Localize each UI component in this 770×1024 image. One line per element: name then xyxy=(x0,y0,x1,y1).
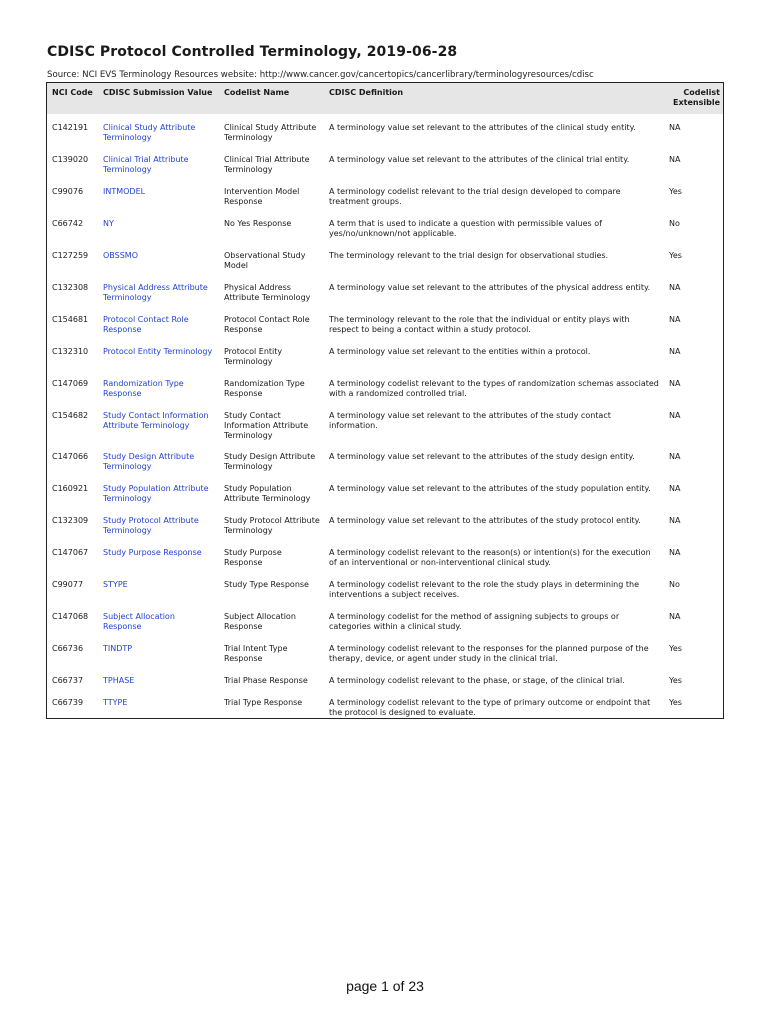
extensible-cell: No xyxy=(669,580,680,589)
submission-value-link[interactable]: TTYPE xyxy=(103,698,128,707)
codelist-name-cell: Randomization Type Response xyxy=(224,379,305,398)
nci-code-cell: C127259 xyxy=(52,251,89,260)
table-row xyxy=(47,242,723,274)
table-body xyxy=(47,114,723,718)
submission-value-link[interactable]: Study Design Attribute Terminology xyxy=(103,452,195,471)
codelist-name-cell: Study Type Response xyxy=(224,580,309,589)
definition-cell: A terminology codelist relevant to the responses for the planned purpose of the therapy, device, or agent under study in the clinical trial. xyxy=(329,644,649,663)
extensible-cell: No xyxy=(669,219,680,228)
codelist-name-cell: Protocol Contact Role Response xyxy=(224,315,310,334)
definition-cell: A term that is used to indicate a question with permissible values of yes/no/unknown/not applicable. xyxy=(329,219,602,238)
nci-code-cell: C66739 xyxy=(52,698,84,707)
definition-cell: A terminology value set relevant to the attributes of the physical address entity. xyxy=(329,283,651,292)
codelist-name-cell: Observational Study Model xyxy=(224,251,306,270)
definition-cell: A terminology value set relevant to the attributes of the study population entity. xyxy=(329,484,651,493)
extensible-cell: Yes xyxy=(669,251,682,260)
definition-cell: The terminology relevant to the trial design for observational studies. xyxy=(329,251,609,260)
extensible-cell: NA xyxy=(669,379,681,388)
definition-cell: A terminology codelist relevant to the role the study plays in determining the interventions a subject receives. xyxy=(329,580,639,599)
nci-code-cell: C99076 xyxy=(52,187,84,196)
extensible-cell: Yes xyxy=(669,187,682,196)
submission-value-link[interactable]: STYPE xyxy=(103,580,128,589)
header-codelist-extensible: Codelist Extensible xyxy=(664,83,723,114)
definition-cell: The terminology relevant to the role that the individual or entity plays with respect to being a contact within a study protocol. xyxy=(329,315,630,334)
table-row xyxy=(47,475,723,507)
nci-code-cell: C99077 xyxy=(52,580,84,589)
codelist-name-cell: Study Purpose Response xyxy=(224,548,282,567)
header-cdisc-definition: CDISC Definition xyxy=(324,83,664,114)
definition-cell: A terminology codelist relevant to the types of randomization schemas associated with a randomized controlled trial. xyxy=(329,379,659,398)
table-row xyxy=(47,306,723,338)
submission-value-link[interactable]: Physical Address Attribute Terminology xyxy=(103,283,208,302)
table-row xyxy=(47,178,723,210)
table-row xyxy=(47,443,723,475)
definition-cell: A terminology value set relevant to the attributes of the study design entity. xyxy=(329,452,635,461)
codelist-name-cell: Physical Address Attribute Terminology xyxy=(224,283,311,302)
header-submission-value: CDISC Submission Value xyxy=(98,83,219,114)
definition-cell: A terminology value set relevant to the attributes of the clinical study entity. xyxy=(329,123,636,132)
table-row xyxy=(47,689,723,718)
codelist-name-cell: Study Protocol Attribute Terminology xyxy=(224,516,320,535)
table-row xyxy=(47,539,723,571)
codelist-name-cell: Subject Allocation Response xyxy=(224,612,296,631)
header-codelist-name: Codelist Name xyxy=(219,83,324,114)
nci-code-cell: C154681 xyxy=(52,315,89,324)
terminology-table-frame xyxy=(46,82,724,719)
table-row xyxy=(47,114,723,146)
extensible-cell: NA xyxy=(669,612,681,621)
codelist-name-cell: Trial Intent Type Response xyxy=(224,644,288,663)
nci-code-cell: C147069 xyxy=(52,379,89,388)
nci-code-cell: C147067 xyxy=(52,548,89,557)
submission-value-link[interactable]: Subject Allocation Response xyxy=(103,612,175,631)
nci-code-cell: C154682 xyxy=(52,411,89,420)
submission-value-link[interactable]: Study Purpose Response xyxy=(103,548,202,557)
extensible-cell: NA xyxy=(669,155,681,164)
submission-value-link[interactable]: Clinical Study Attribute Terminology xyxy=(103,123,196,142)
definition-cell: A terminology value set relevant to the entities within a protocol. xyxy=(329,347,591,356)
nci-code-cell: C139020 xyxy=(52,155,89,164)
extensible-cell: Yes xyxy=(669,698,682,707)
codelist-name-cell: Trial Phase Response xyxy=(224,676,308,685)
submission-value-link[interactable]: Clinical Trial Attribute Terminology xyxy=(103,155,189,174)
codelist-name-cell: Study Contact Information Attribute Terminology xyxy=(224,411,309,440)
extensible-cell: NA xyxy=(669,548,681,557)
table-row xyxy=(47,603,723,635)
submission-value-link[interactable]: Protocol Contact Role Response xyxy=(103,315,189,334)
table-row xyxy=(47,338,723,370)
codelist-name-cell: Study Design Attribute Terminology xyxy=(224,452,316,471)
table-row xyxy=(47,370,723,402)
codelist-name-cell: Protocol Entity Terminology xyxy=(224,347,283,366)
terminology-table xyxy=(47,83,723,718)
submission-value-link[interactable]: INTMODEL xyxy=(103,187,146,196)
codelist-name-cell: No Yes Response xyxy=(224,219,292,228)
codelist-name-cell: Intervention Model Response xyxy=(224,187,300,206)
table-row xyxy=(47,210,723,242)
definition-cell: A terminology value set relevant to the attributes of the study contact information. xyxy=(329,411,611,430)
extensible-cell: Yes xyxy=(669,676,682,685)
extensible-cell: NA xyxy=(669,516,681,525)
definition-cell: A terminology codelist relevant to the type of primary outcome or endpoint that the protocol is designed to evaluate. xyxy=(329,698,651,717)
extensible-cell: NA xyxy=(669,283,681,292)
codelist-name-cell: Trial Type Response xyxy=(224,698,303,707)
submission-value-link[interactable]: Randomization Type Response xyxy=(103,379,184,398)
table-row xyxy=(47,571,723,603)
definition-cell: A terminology codelist relevant to the trial design developed to compare treatment groups. xyxy=(329,187,621,206)
nci-code-cell: C132309 xyxy=(52,516,89,525)
nci-code-cell: C66742 xyxy=(52,219,84,228)
submission-value-link[interactable]: NY xyxy=(103,219,114,228)
extensible-cell: NA xyxy=(669,347,681,356)
nci-code-cell: C147066 xyxy=(52,452,89,461)
definition-cell: A terminology codelist relevant to the reason(s) or intention(s) for the execution of an interventional or non-interventional clinical study. xyxy=(329,548,651,567)
submission-value-link[interactable]: Study Contact Information Attribute Terminology xyxy=(103,411,209,430)
extensible-cell: NA xyxy=(669,452,681,461)
submission-value-link[interactable]: Protocol Entity Terminology xyxy=(103,347,213,356)
table-row xyxy=(47,667,723,689)
definition-cell: A terminology codelist relevant to the phase, or stage, of the clinical trial. xyxy=(329,676,625,685)
table-header-row xyxy=(47,83,723,114)
codelist-name-cell: Study Population Attribute Terminology xyxy=(224,484,311,503)
submission-value-link[interactable]: Study Protocol Attribute Terminology xyxy=(103,516,199,535)
definition-cell: A terminology value set relevant to the attributes of the study protocol entity. xyxy=(329,516,641,525)
nci-code-cell: C160921 xyxy=(52,484,89,493)
definition-cell: A terminology codelist for the method of assigning subjects to groups or categories within a clinical study. xyxy=(329,612,620,631)
table-row xyxy=(47,274,723,306)
submission-value-link[interactable]: OBSSMO xyxy=(103,251,138,260)
nci-code-cell: C142191 xyxy=(52,123,89,132)
nci-code-cell: C66737 xyxy=(52,676,84,685)
table-row xyxy=(47,507,723,539)
submission-value-link[interactable]: TPHASE xyxy=(103,676,135,685)
table-row xyxy=(47,635,723,667)
nci-code-cell: C66736 xyxy=(52,644,84,653)
extensible-cell: Yes xyxy=(669,644,682,653)
header-nci-code: NCI Code xyxy=(47,83,98,114)
source-line: Source: NCI EVS Terminology Resources website: http://www.cancer.gov/cancertopics/cancerlibrary/terminologyresources/cdisc xyxy=(47,70,594,80)
definition-cell: A terminology value set relevant to the attributes of the clinical trial entity. xyxy=(329,155,630,164)
table-row xyxy=(47,146,723,178)
extensible-cell: NA xyxy=(669,123,681,132)
nci-code-cell: C132310 xyxy=(52,347,89,356)
extensible-cell: NA xyxy=(669,411,681,420)
extensible-cell: NA xyxy=(669,484,681,493)
codelist-name-cell: Clinical Study Attribute Terminology xyxy=(224,123,317,142)
nci-code-cell: C147068 xyxy=(52,612,89,621)
codelist-name-cell: Clinical Trial Attribute Terminology xyxy=(224,155,310,174)
table-row xyxy=(47,402,723,443)
page-title: CDISC Protocol Controlled Terminology, 2019-06-28 xyxy=(47,44,458,60)
page-number: page 1 of 23 xyxy=(346,978,424,994)
extensible-cell: NA xyxy=(669,315,681,324)
submission-value-link[interactable]: Study Population Attribute Terminology xyxy=(103,484,209,503)
submission-value-link[interactable]: TINDTP xyxy=(103,644,133,653)
nci-code-cell: C132308 xyxy=(52,283,89,292)
